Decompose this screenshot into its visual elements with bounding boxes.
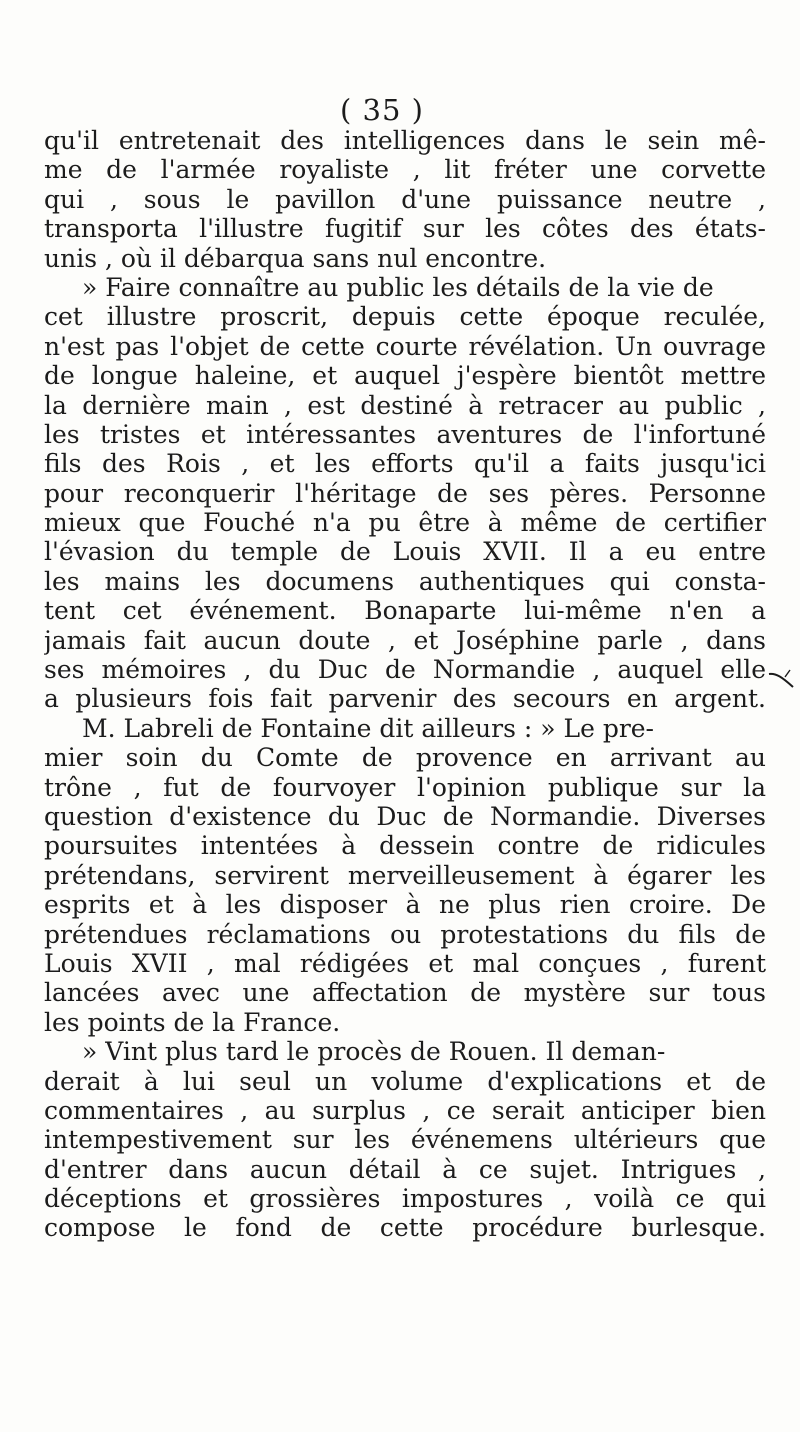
text-line: » Vint plus tard le procès de Rouen. Il deman-: [82, 1037, 666, 1067]
text-line: mieux que Fouché n'a pu être à même de certifier: [44, 508, 766, 538]
text-line: esprits et à les disposer à ne plus rien croire. De: [44, 890, 766, 920]
text-line: intempestivement sur les événemens ultérieurs que: [44, 1125, 766, 1155]
text-line: les mains les documens authentiques qui consta-: [44, 566, 766, 596]
text-line: trône , fut de fourvoyer l'opinion publique sur la: [44, 772, 766, 802]
text-line: la dernière main , est destiné à retracer au public ,: [44, 390, 766, 420]
body-text: [44, 126, 766, 1243]
text-line: de longue haleine, et auquel j'espère bientôt mettre: [44, 361, 766, 391]
text-line: commentaires , au surplus , ce serait anticiper bien: [44, 1095, 766, 1125]
text-line: les points de la France.: [44, 1007, 341, 1037]
text-line: poursuites intentées à dessein contre de ridicules: [44, 831, 766, 861]
text-line: unis , où il débarqua sans nul encontre.: [44, 243, 547, 273]
text-line: l'évasion du temple de Louis XVII. Il a eu entre: [44, 537, 766, 567]
text-line: Louis XVII , mal rédigées et mal conçues , furent: [44, 948, 766, 978]
text-line: d'entrer dans aucun détail à ce sujet. Intrigues ,: [44, 1154, 766, 1184]
text-line: déceptions et grossières impostures , voilà ce qui: [44, 1184, 766, 1214]
text-line: compose le fond de cette procédure burlesque.: [44, 1213, 766, 1243]
text-line: transporta l'illustre fugitif sur les côtes des états-: [44, 214, 766, 244]
text-line: lancées avec une affectation de mystère sur tous: [44, 978, 766, 1008]
text-line: derait à lui seul un volume d'explications et de: [44, 1066, 766, 1096]
page-number: ( 35 ): [340, 93, 424, 127]
text-line: prétendues réclamations ou protestations du fils de: [44, 919, 766, 949]
text-line: » Faire connaître au public les détails de la vie de: [82, 272, 714, 302]
margin-pen-stroke: [768, 669, 794, 689]
text-line: mier soin du Comte de provence en arrivant au: [44, 743, 766, 773]
text-line: pour reconquerir l'héritage de ses pères. Personne: [44, 478, 766, 508]
text-line: question d'existence du Duc de Normandie. Diverses: [44, 801, 766, 831]
text-line: prétendans, servirent merveilleusement à égarer les: [44, 860, 766, 890]
text-line: ses mémoires , du Duc de Normandie , auquel elle: [44, 655, 766, 685]
text-line: les tristes et intéressantes aventures de l'infortuné: [44, 419, 766, 449]
text-line: jamais fait aucun doute , et Joséphine parle , dans: [44, 625, 766, 655]
text-line: tent cet événement. Bonaparte lui-même n'en a: [44, 596, 766, 626]
text-line: me de l'armée royaliste , lit fréter une corvette: [44, 155, 766, 185]
text-line: n'est pas l'objet de cette courte révélation. Un ouvrage: [44, 331, 766, 361]
text-line: qu'il entretenait des intelligences dans le sein mê-: [44, 126, 766, 155]
text-line: cet illustre proscrit, depuis cette époque reculée,: [44, 302, 766, 332]
text-line: fils des Rois , et les efforts qu'il a faits jusqu'ici: [44, 449, 766, 479]
text-line: a plusieurs fois fait parvenir des secours en argent.: [44, 684, 766, 714]
text-line: M. Labreli de Fontaine dit ailleurs : » Le pre-: [82, 713, 655, 743]
text-line: qui , sous le pavillon d'une puissance neutre ,: [44, 184, 766, 214]
